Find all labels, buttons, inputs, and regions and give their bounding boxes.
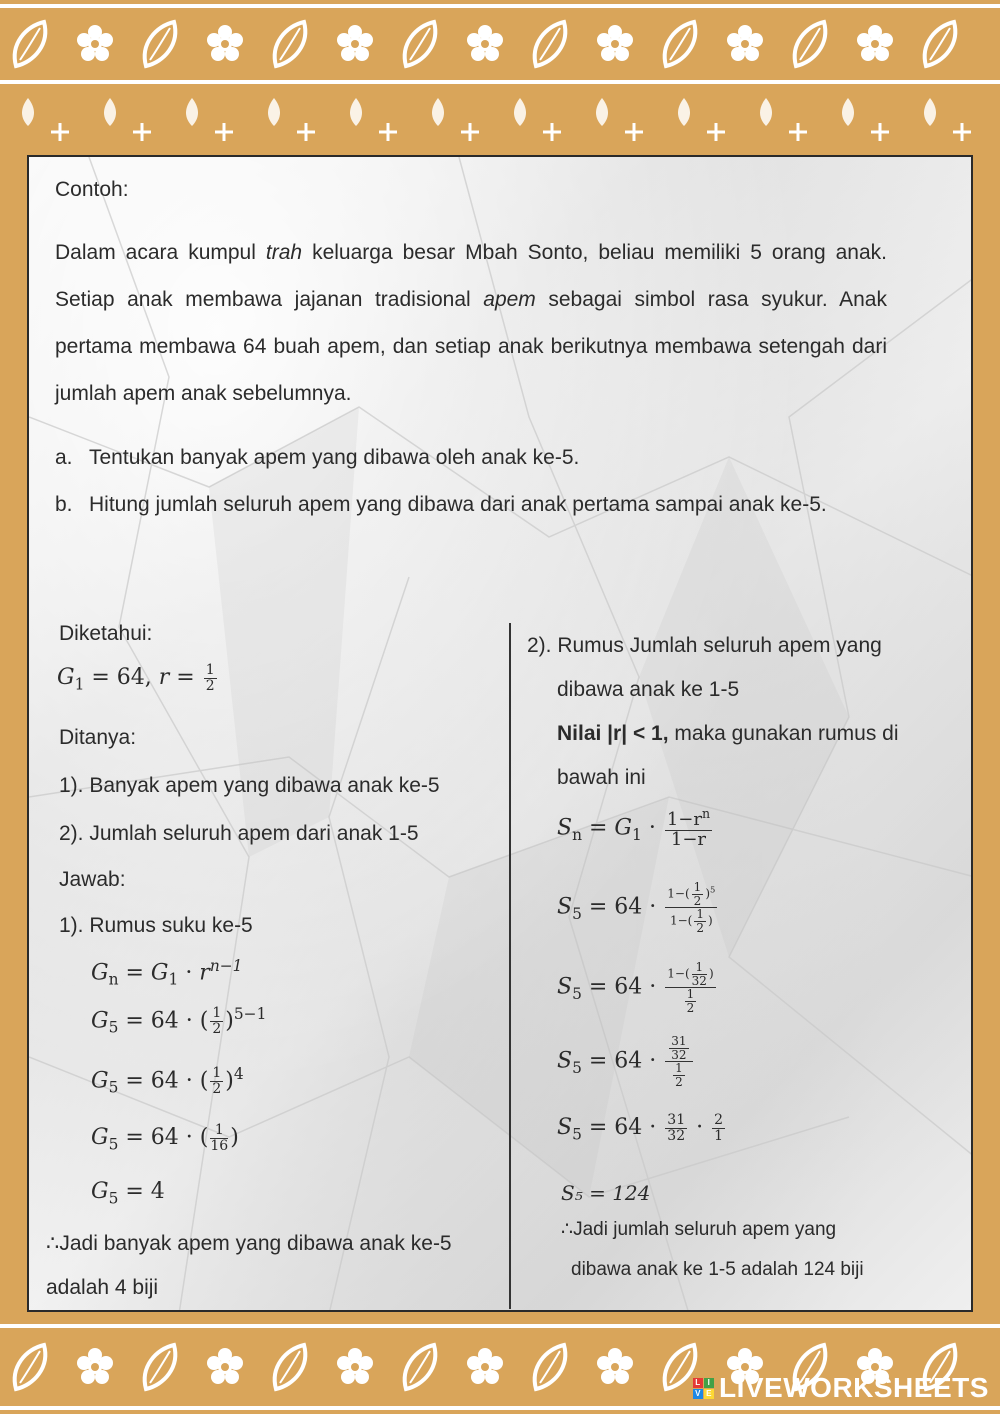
badge-letter: E — [704, 1389, 714, 1399]
badge-letter: I — [704, 1378, 714, 1388]
fraction — [204, 663, 217, 693]
sum-step-1: $S_5 = 64$ · 1−( $\frac{1}{2}$ )$^5$ 1−( $\frac{1}{2}$ ) — [557, 880, 716, 935]
asked-label: Ditanya: — [59, 726, 137, 749]
numerator: 1 — [205, 662, 215, 678]
question-marker: a. — [55, 446, 73, 469]
problem-text-italic-2: apem — [483, 288, 536, 311]
formula-general-term: $G_n = G_1 \cdot r^{n-1}$ — [91, 957, 243, 989]
sum-formula: $S_n = G_1$ · $\frac{1-r^n}{1-r}$ — [557, 806, 711, 850]
condition-rest: maka gunakan rumus di — [668, 722, 899, 745]
formula-title: 1). Rumus suku ke-5 — [59, 914, 253, 937]
problem-text-2: keluarga besar Mbah Sonto, beliau memiliki 5 orang anak. Setiap anak membawa jajanan tradisional — [55, 241, 887, 311]
known-eq: = 64, — [84, 665, 159, 691]
question-item-a — [55, 434, 887, 481]
var-G: G — [57, 665, 75, 691]
condition-line-2: bawah ini — [557, 766, 646, 789]
sum-step-2: $S_5 = 64$ · 1−( $\frac{1}{32}$ ) $\frac{1}{2}$ — [557, 960, 714, 1015]
var-r: r — [158, 665, 170, 691]
problem-text-1: Dalam acara kumpul — [55, 241, 266, 264]
problem-text-italic-1: trah — [265, 241, 303, 264]
worksheet-paper — [27, 155, 973, 1312]
column-divider — [509, 623, 511, 1309]
question-item-b — [55, 481, 887, 528]
subscript: 1 — [74, 675, 85, 694]
question-marker: b. — [55, 493, 73, 516]
answer-label: Jawab: — [59, 868, 126, 891]
conclusion-right-2: dibawa anak ke 1-5 adalah 124 biji — [571, 1259, 864, 1280]
condition-bold: Nilai |r| < 1, — [557, 722, 669, 745]
sum-step-4: $S_5 = 64$ · $\frac{31}{32}$ · $\frac{2}{1}$ — [557, 1112, 724, 1144]
badge-letter: L — [693, 1378, 703, 1388]
sum-step-3: $S_5 = 64$ · $\frac{\frac{31}{32}}{\frac{1}{2}}$ — [557, 1035, 695, 1088]
example-heading: Contoh: — [55, 178, 129, 201]
conclusion-right-1: ∴Jadi jumlah seluruh apem yang — [561, 1219, 837, 1240]
asked-item-1: 1). Banyak apem yang dibawa anak ke-5 — [59, 774, 440, 797]
problem-statement — [55, 229, 887, 417]
top-ornament-band — [0, 0, 1000, 155]
step-fraction: $G_5 = 64$ · ( $\frac{1}{16}$ ) — [91, 1122, 239, 1154]
problem-text-3: sebagai simbol rasa syukur. Anak pertama membawa 64 buah apem, dan setiap anak berikutnya membawa setengah dari jumlah apem anak sebelumnya. — [55, 288, 887, 405]
question-text: Tentukan banyak apem yang dibawa oleh anak ke-5. — [89, 446, 580, 469]
sum-formula-title-1: 2). Rumus Jumlah seluruh apem yang — [527, 634, 882, 657]
batik-ornament-top — [0, 0, 1000, 155]
sum-formula-title-2: dibawa anak ke 1-5 — [557, 678, 740, 701]
denominator: 2 — [205, 677, 215, 694]
badge-letter: V — [693, 1389, 703, 1399]
step-result: $G_5 = 4$ — [91, 1179, 165, 1208]
known-label: Diketahui: — [59, 622, 153, 645]
known-values — [57, 663, 219, 694]
liveworksheets-badge-icon — [693, 1378, 714, 1399]
asked-item-2: 2). Jumlah seluruh apem dari anak 1-5 — [59, 822, 419, 845]
conclusion-left-1: ∴Jadi banyak apem yang dibawa anak ke-5 — [46, 1232, 452, 1255]
condition-line — [557, 721, 899, 746]
liveworksheets-logo — [693, 1372, 989, 1404]
conclusion-left-2: adalah 4 biji — [46, 1276, 159, 1299]
question-text: Hitung jumlah seluruh apem yang dibawa dari anak pertama sampai anak ke-5. — [89, 493, 827, 516]
watermark-text: LIVEWORKSHEETS — [719, 1372, 989, 1403]
step-substitution: $G_5 = 64$ · ( $\frac{1}{2}$ )$^{5-1}$ — [91, 1005, 267, 1037]
sum-result: S₅ = 124 — [561, 1181, 651, 1205]
step-power: $G_5 = 64$ · ( $\frac{1}{2}$ )$^4$ — [91, 1065, 244, 1097]
question-list — [55, 434, 887, 528]
known-eq: = — [169, 665, 202, 691]
